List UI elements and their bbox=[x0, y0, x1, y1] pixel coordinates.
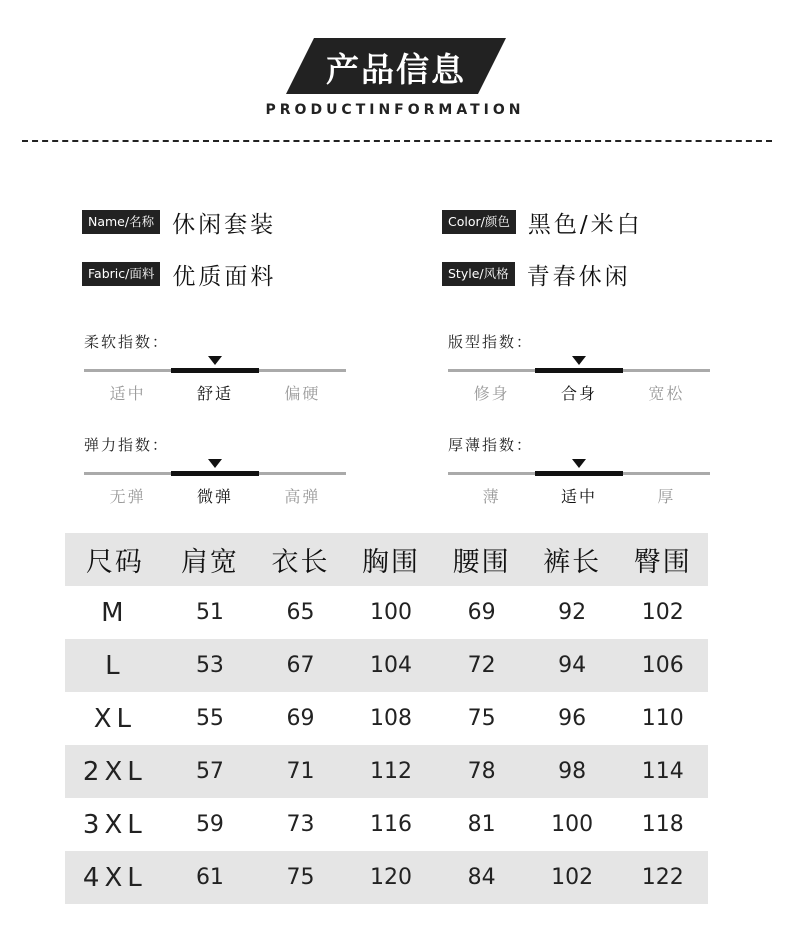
table-row bbox=[65, 639, 708, 692]
table-cell: 71 bbox=[255, 745, 346, 798]
table-cell: 72 bbox=[436, 639, 527, 692]
index-softness-option: 偏硬 bbox=[284, 384, 321, 403]
table-cell: 102 bbox=[527, 851, 618, 904]
column-header: 臀围 bbox=[617, 533, 708, 586]
size-table bbox=[65, 533, 708, 904]
attr-style bbox=[442, 259, 631, 289]
size-cell: 4XL bbox=[65, 851, 165, 904]
table-cell: 94 bbox=[527, 639, 618, 692]
index-thickness-active-segment bbox=[535, 471, 622, 476]
table-cell: 75 bbox=[467, 706, 496, 731]
index-elasticity bbox=[84, 434, 346, 506]
table-cell: 78 bbox=[436, 745, 527, 798]
table-cell: 92 bbox=[558, 600, 587, 625]
column-header: 肩宽 bbox=[165, 533, 256, 586]
table-cell: 120 bbox=[346, 851, 437, 904]
column-header: 腰围 bbox=[436, 533, 527, 586]
index-fit-option: 宽松 bbox=[648, 384, 685, 403]
size-cell: L bbox=[65, 639, 165, 692]
table-cell: 122 bbox=[617, 851, 708, 904]
attr-name-label: Name/名称 bbox=[82, 210, 160, 234]
table-cell: 98 bbox=[527, 745, 618, 798]
table-cell: 100 bbox=[370, 600, 413, 625]
index-elasticity-active-segment bbox=[171, 471, 258, 476]
index-fit-title: 版型指数： bbox=[448, 333, 534, 351]
index-thickness-option: 厚 bbox=[657, 487, 676, 506]
attr-fabric-value: 优质面料 bbox=[172, 263, 277, 290]
table-cell: 116 bbox=[370, 812, 413, 837]
index-elasticity-option: 无弹 bbox=[109, 487, 146, 506]
table-cell: 108 bbox=[370, 706, 413, 731]
page-title: 产品信息 bbox=[326, 50, 466, 89]
table-cell: 67 bbox=[255, 639, 346, 692]
index-fit bbox=[448, 331, 710, 403]
page-subtitle: PRODUCTINFORMATION bbox=[265, 102, 525, 118]
table-cell: 112 bbox=[346, 745, 437, 798]
table-row bbox=[65, 745, 708, 798]
table-cell: 51 bbox=[195, 600, 224, 625]
table-row bbox=[65, 851, 708, 904]
table-cell: 96 bbox=[558, 706, 587, 731]
title-banner bbox=[286, 38, 506, 94]
index-thickness bbox=[448, 434, 710, 506]
attr-style-value: 青春休闲 bbox=[526, 263, 631, 290]
attr-fabric-label: Fabric/面料 bbox=[82, 262, 160, 286]
table-cell: 118 bbox=[641, 812, 684, 837]
table-row bbox=[65, 798, 708, 851]
table-cell: 106 bbox=[617, 639, 708, 692]
index-softness-option: 舒适 bbox=[196, 384, 233, 403]
index-elasticity-option: 微弹 bbox=[196, 487, 233, 506]
index-softness-title: 柔软指数： bbox=[84, 333, 170, 351]
table-cell: 84 bbox=[436, 851, 527, 904]
index-softness-active-segment bbox=[171, 368, 258, 373]
table-cell: 59 bbox=[195, 812, 224, 837]
table-cell: 75 bbox=[255, 851, 346, 904]
size-table-header-row bbox=[65, 533, 708, 586]
table-cell: 100 bbox=[551, 812, 594, 837]
size-cell: 2XL bbox=[65, 745, 165, 798]
table-cell: 69 bbox=[467, 600, 496, 625]
table-row bbox=[65, 586, 708, 639]
table-cell: 57 bbox=[165, 745, 256, 798]
column-header: 尺码 bbox=[65, 533, 165, 586]
attr-color bbox=[442, 207, 643, 237]
dashed-divider bbox=[22, 140, 772, 142]
size-cell: XL bbox=[93, 703, 136, 734]
table-cell: 81 bbox=[467, 812, 496, 837]
table-cell: 102 bbox=[641, 600, 684, 625]
table-cell: 104 bbox=[346, 639, 437, 692]
index-thickness-option: 适中 bbox=[560, 487, 597, 506]
index-thickness-option: 薄 bbox=[482, 487, 501, 506]
column-header: 胸围 bbox=[346, 533, 437, 586]
table-cell: 55 bbox=[195, 706, 224, 731]
size-cell: M bbox=[101, 597, 129, 628]
column-header: 衣长 bbox=[255, 533, 346, 586]
column-header: 裤长 bbox=[527, 533, 618, 586]
size-cell: 3XL bbox=[82, 809, 147, 840]
table-cell: 73 bbox=[286, 812, 315, 837]
table-cell: 114 bbox=[617, 745, 708, 798]
index-elasticity-arrow-icon bbox=[208, 459, 222, 468]
index-elasticity-option: 高弹 bbox=[284, 487, 321, 506]
attr-color-label: Color/颜色 bbox=[442, 210, 516, 234]
attr-name bbox=[82, 207, 276, 237]
table-cell: 53 bbox=[165, 639, 256, 692]
table-cell: 69 bbox=[286, 706, 315, 731]
table-row bbox=[65, 692, 708, 745]
index-fit-arrow-icon bbox=[572, 356, 586, 365]
index-fit-option: 合身 bbox=[560, 384, 597, 403]
attr-fabric bbox=[82, 259, 276, 289]
index-softness-arrow-icon bbox=[208, 356, 222, 365]
index-softness-option: 适中 bbox=[109, 384, 146, 403]
index-elasticity-title: 弹力指数： bbox=[84, 436, 170, 454]
index-thickness-title: 厚薄指数： bbox=[448, 436, 534, 454]
index-fit-option: 修身 bbox=[473, 384, 510, 403]
index-softness bbox=[84, 331, 346, 403]
index-fit-active-segment bbox=[535, 368, 622, 373]
table-cell: 65 bbox=[286, 600, 315, 625]
attr-name-value: 休闲套装 bbox=[172, 211, 277, 238]
attr-color-value: 黑色/米白 bbox=[527, 211, 643, 238]
table-cell: 110 bbox=[641, 706, 684, 731]
table-cell: 61 bbox=[165, 851, 256, 904]
attr-style-label: Style/风格 bbox=[442, 262, 515, 286]
index-thickness-arrow-icon bbox=[572, 459, 586, 468]
